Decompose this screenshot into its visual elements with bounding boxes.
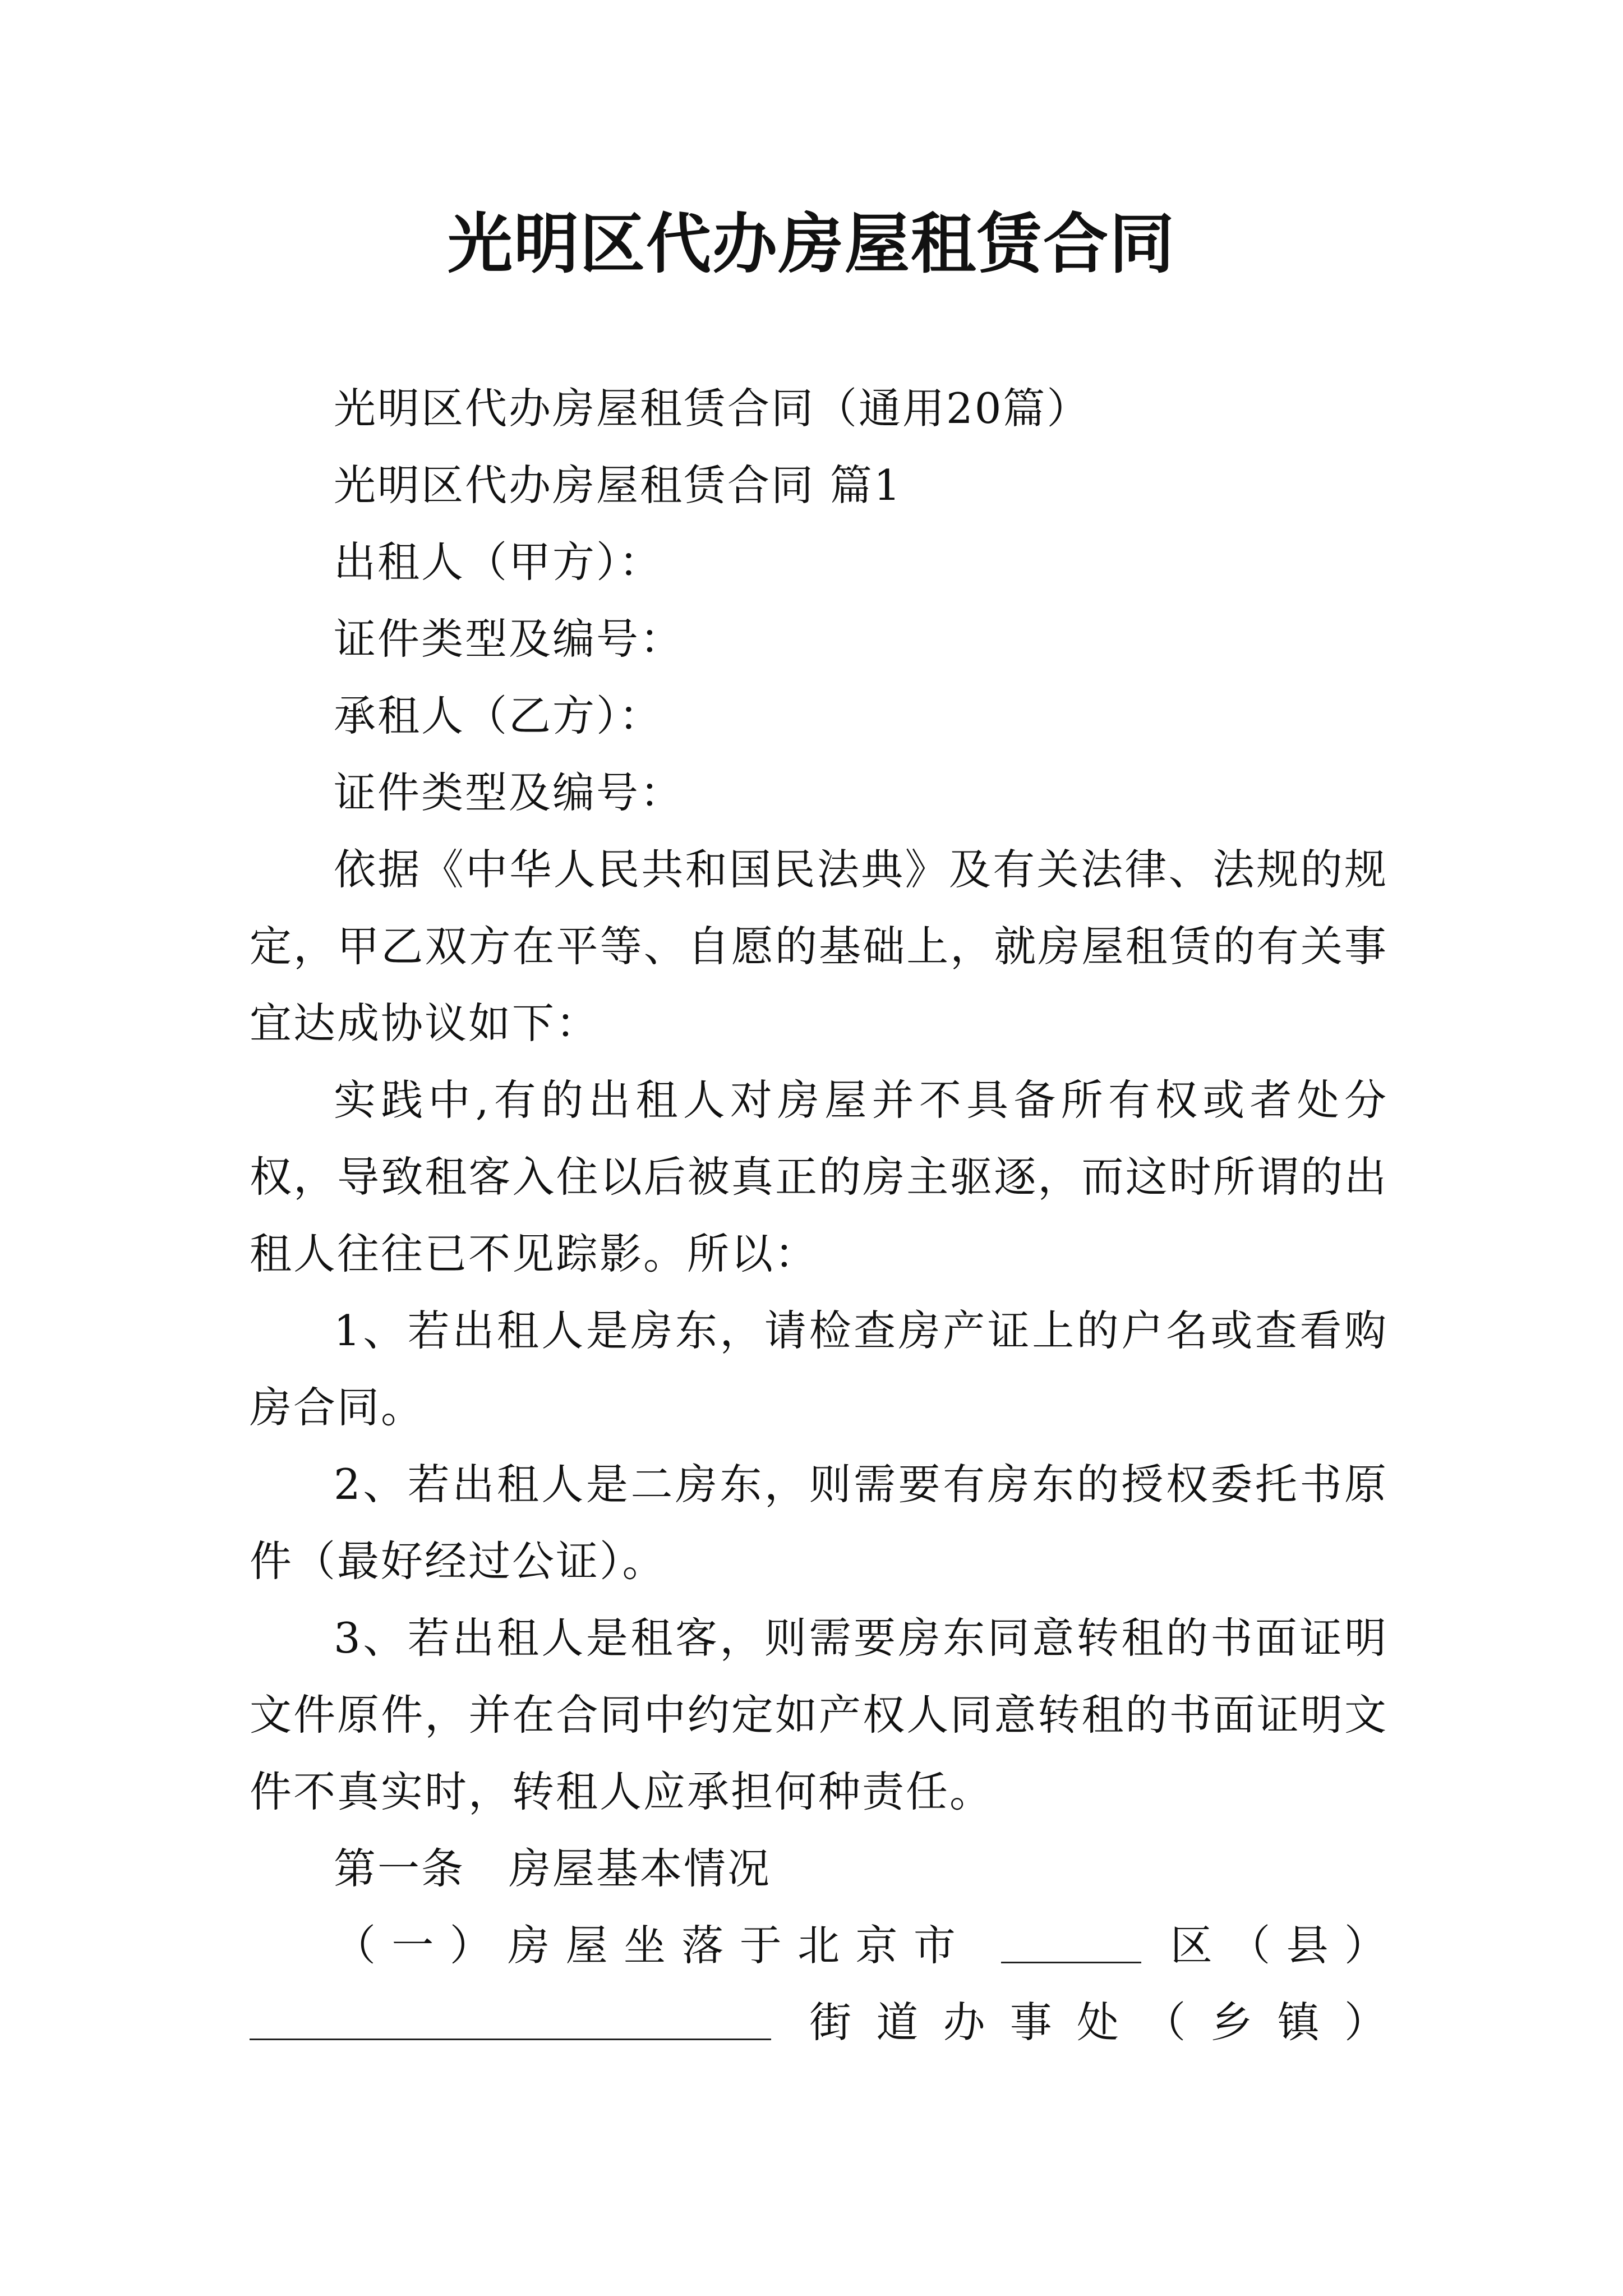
lessee-id-label: 证件类型及编号： [334,768,684,817]
lessee-label: 承租人（乙方）： [334,691,663,740]
location-text-b: 区（县） [1170,1921,1388,1970]
document-body [250,370,1388,2061]
item-3-paragraph: 3、若出租人是租客，则需要房东同意转租的书面证明文件原件，并在合同中约定如产权人同意转租的书面证明文件不真实时，转租人应承担何种责任。 [250,1613,1388,1816]
subtitle-line: 光明区代办房屋租赁合同（通用20篇） [334,384,1091,433]
item-1-paragraph: 1、若出租人是房东，请检查房产证上的户名或查看购房合同。 [250,1306,1388,1432]
location-line-2 [250,1984,1388,2061]
lessor-id-label: 证件类型及编号： [334,614,684,664]
piece-heading: 光明区代办房屋租赁合同 篇1 [334,461,902,510]
lessor-label: 出租人（甲方）： [334,537,663,587]
document-title: 光明区代办房屋租赁合同 [448,206,1175,282]
district-blank [1001,1920,1141,1963]
item-2-paragraph: 2、若出租人是二房东，则需要有房东的授权委托书原件（最好经过公证）。 [250,1460,1388,1586]
location-text-c: 街道办事处（乡镇） [809,1998,1388,2047]
basis-paragraph: 依据《中华人民共和国民法典》及有关法律、法规的规定，甲乙双方在平等、自愿的基础上，就房屋租赁的有关事宜达成协议如下： [250,845,1388,1048]
practice-paragraph: 实践中,有的出租人对房屋并不具备所有权或者处分权，导致租客入住以后被真正的房主驱逐，而这时所谓的出租人往往已不见踪影。所以： [250,1075,1388,1278]
location-text-a: （一）房屋坐落于北京市 [334,1921,972,1970]
article-1-heading: 第一条 房屋基本情况 [334,1844,772,1893]
street-blank [250,1996,771,2040]
location-line-1 [250,1907,1388,1984]
